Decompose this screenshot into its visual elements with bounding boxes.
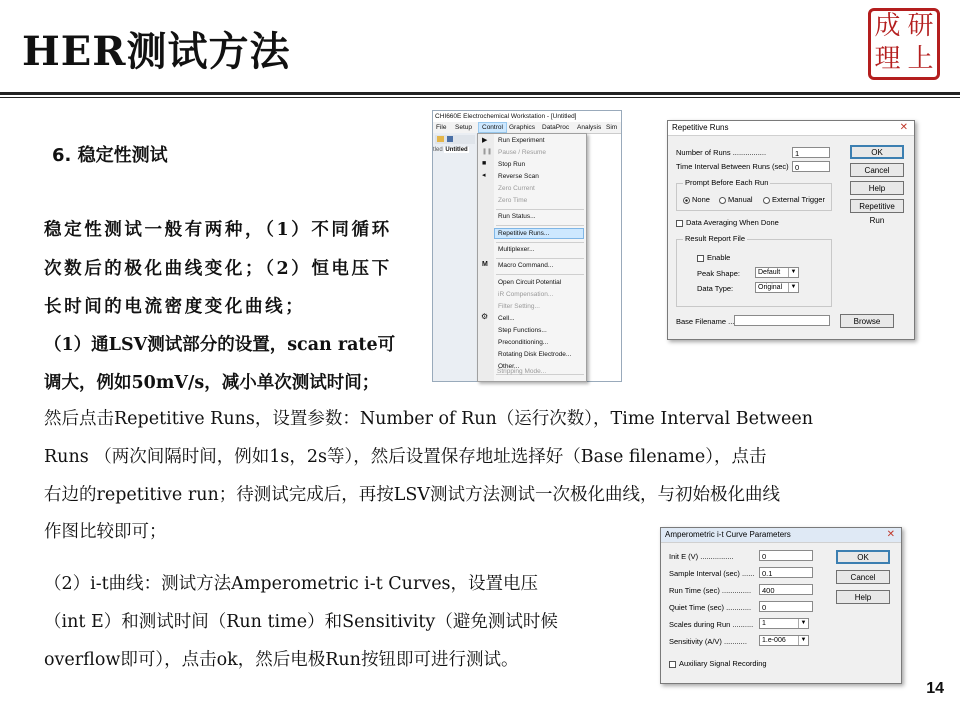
reverse-icon: ◂ — [482, 172, 486, 179]
macro-icon: M — [482, 261, 488, 268]
page-number: 14 — [926, 680, 944, 697]
cancel-button[interactable]: Cancel — [836, 570, 890, 584]
close-icon[interactable]: ✕ — [899, 122, 908, 133]
amperometric-dialog — [660, 527, 902, 684]
menu-item-run-status[interactable]: Run Status... — [498, 213, 536, 220]
seal-char: 理 — [874, 44, 901, 74]
menu-separator — [496, 258, 584, 259]
menu-file[interactable]: File — [436, 124, 447, 131]
tab-untitled-2[interactable]: Untitled — [445, 147, 468, 153]
repetitive-runs-dialog — [667, 120, 915, 340]
menu-item-rotating-disk-electrode[interactable]: Rotating Disk Electrode... — [498, 351, 572, 358]
init-e-field[interactable]: 0 — [759, 550, 813, 561]
data-type-dropdown[interactable]: Original ▼ — [755, 282, 799, 293]
cell-icon: ⚙ — [481, 312, 489, 321]
save-icon[interactable] — [447, 136, 453, 142]
dialog-titlebar — [661, 528, 901, 543]
ok-button[interactable]: OK — [850, 145, 904, 159]
quiet-time-label: Quiet Time (sec) ............ — [669, 603, 752, 612]
data-averaging-checkbox[interactable]: Data Averaging When Done — [676, 218, 779, 227]
header-rule-thin — [0, 97, 960, 98]
menu-item-multiplexer[interactable]: Multiplexer... — [498, 246, 535, 253]
menu-item-cell[interactable]: Cell... — [498, 315, 515, 322]
help-button[interactable]: Help — [836, 590, 890, 604]
menu-item-stop-run[interactable]: Stop Run — [498, 161, 526, 168]
paragraph-line: overflow即可），点击ok，然后电极Run按钮即可进行测试。 — [44, 650, 519, 670]
chi-toolbar-area — [433, 133, 477, 381]
chi-window-title: CHI660E Electrochemical Workstation - [Untitled] — [433, 111, 621, 122]
menu-item-ir-compensation[interactable]: iR Compensation... — [498, 291, 554, 298]
base-filename-field[interactable] — [734, 315, 830, 326]
seal-char: 研 — [907, 11, 934, 41]
menu-separator — [496, 225, 584, 226]
menu-analysis[interactable]: Analysis — [577, 124, 602, 131]
chevron-down-icon: ▼ — [788, 283, 798, 292]
dialog-title: Repetitive Runs — [672, 123, 729, 132]
dialog-titlebar — [668, 121, 914, 136]
pause-icon: ❚❚ — [482, 149, 493, 155]
menu-graphics[interactable]: Graphics — [509, 124, 536, 131]
menu-sim[interactable]: Sim — [606, 124, 618, 131]
menu-item-step-functions[interactable]: Step Functions... — [498, 327, 547, 334]
menu-item-zero-time[interactable]: Zero Time — [498, 197, 528, 204]
menu-item-filter-setting[interactable]: Filter Setting... — [498, 303, 540, 310]
chevron-down-icon: ▼ — [798, 619, 808, 628]
menu-separator — [496, 209, 584, 210]
menu-item-other[interactable]: Other... — [498, 363, 520, 370]
run-time-label: Run Time (sec) .............. — [669, 586, 752, 595]
paragraph-line: （2）i-t曲线：测试方法Amperometric i-t Curves，设置电压 — [44, 574, 539, 594]
chevron-down-icon: ▼ — [788, 268, 798, 277]
menu-dataproc[interactable]: DataProc — [542, 124, 570, 131]
stop-icon: ■ — [482, 160, 487, 167]
slide-title-cjk: 测试方法 — [126, 29, 291, 75]
number-of-runs-label: Number of Runs ................ — [676, 148, 767, 157]
ok-button[interactable]: OK — [836, 550, 890, 564]
tab-untitled-1[interactable]: tled — [433, 147, 443, 153]
checkbox-icon — [669, 661, 676, 668]
prompt-group — [676, 178, 832, 211]
paragraph-line: 作图比较即可； — [44, 522, 167, 542]
chi-tabs — [433, 147, 469, 153]
radio-none[interactable]: None — [683, 195, 710, 204]
slide-title-latin: HER — [22, 28, 127, 75]
menu-item-repetitive-runs[interactable]: Repetitive Runs... — [498, 230, 550, 237]
paragraph-line: Runs （两次间隔时间，例如1s，2s等），然后设置保存地址选择好（Base filename），点击 — [44, 447, 767, 467]
radio-external-trigger[interactable]: External Trigger — [763, 195, 825, 204]
paragraph-line: 长时间的电流密度变化曲线； — [44, 297, 306, 317]
interval-field[interactable]: 0 — [792, 161, 830, 172]
sensitivity-label: Sensitivity (A/V) ........... — [669, 637, 747, 646]
dialog-title: Amperometric i-t Curve Parameters — [665, 530, 791, 539]
result-report-caption: Result Report File — [685, 234, 746, 243]
peak-shape-label: Peak Shape: — [697, 269, 740, 278]
paragraph-line: 稳定性测试一般有两种，（1）不同循环 — [44, 220, 392, 240]
menu-item-preconditioning[interactable]: Preconditioning... — [498, 339, 549, 346]
base-filename-label: Base Filename ... — [676, 317, 735, 326]
menu-item-zero-current[interactable]: Zero Current — [498, 185, 535, 192]
sample-interval-field[interactable]: 0.1 — [759, 567, 813, 578]
menu-control[interactable]: Control — [478, 122, 507, 133]
seal-char: 成 — [874, 11, 901, 41]
paragraph-line: 右边的repetitive run；待测试完成后，再按LSV测试方法测试一次极化曲线，与初始极化曲线 — [44, 485, 780, 505]
enable-checkbox[interactable]: Enable — [697, 253, 730, 262]
radio-manual[interactable]: Manual — [719, 195, 753, 204]
paragraph-line: （1）通LSV测试部分的设置，scan rate可 — [44, 335, 396, 355]
play-icon: ▶ — [482, 137, 488, 144]
result-report-group — [676, 234, 832, 307]
checkbox-icon — [676, 220, 683, 227]
scales-label: Scales during Run .......... — [669, 620, 754, 629]
close-icon[interactable]: ✕ — [886, 529, 895, 540]
paragraph-line: （int E）和测试时间（Run time）和Sensitivity（避免测试时候 — [44, 612, 558, 632]
aux-signal-checkbox[interactable]: Auxiliary Signal Recording — [669, 659, 767, 668]
init-e-label: Init E (V) ................ — [669, 552, 734, 561]
chevron-down-icon: ▼ — [798, 636, 808, 645]
menu-item-stripping-mode[interactable]: Stripping Mode... — [497, 368, 547, 375]
run-time-field[interactable]: 400 — [759, 584, 813, 595]
prompt-group-caption: Prompt Before Each Run — [685, 178, 769, 187]
menu-item-pause-resume[interactable]: Pause / Resume — [498, 149, 547, 156]
data-type-label: Data Type: — [697, 284, 734, 293]
menu-item-run-experiment[interactable]: Run Experiment — [498, 137, 545, 144]
quiet-time-field[interactable]: 0 — [759, 601, 813, 612]
paragraph-line: 次数后的极化曲线变化；（2）恒电压下 — [44, 259, 392, 279]
sensitivity-dropdown[interactable]: 1.e-006 ▼ — [759, 635, 809, 646]
section-heading: 6. 稳定性测试 — [52, 145, 168, 166]
control-menu — [477, 133, 587, 382]
scales-dropdown[interactable]: 1 ▼ — [759, 618, 809, 629]
radio-on-icon — [683, 197, 690, 204]
checkbox-icon — [697, 255, 704, 262]
radio-off-icon — [719, 197, 726, 204]
seal-char: 上 — [907, 44, 934, 74]
chi-window — [432, 110, 622, 382]
menu-item-macro-command[interactable]: Macro Command... — [498, 262, 554, 269]
paragraph-line: 然后点击Repetitive Runs，设置参数：Number of Run（运行次数），Time Interval Between — [44, 409, 813, 429]
repetitive-run-button[interactable]: Repetitive Run — [850, 199, 904, 213]
radio-off-icon — [763, 197, 770, 204]
seal-logo — [868, 8, 940, 80]
menu-separator — [496, 274, 584, 275]
menu-gutter — [478, 134, 494, 381]
header-rule — [0, 92, 960, 95]
chi-toolbar — [435, 135, 475, 144]
menu-item-reverse-scan[interactable]: Reverse Scan — [498, 173, 539, 180]
interval-label: Time Interval Between Runs (sec) — [676, 162, 789, 171]
cancel-button[interactable]: Cancel — [850, 163, 904, 177]
paragraph-line: 调大，例如50mV/s，减小单次测试时间； — [44, 373, 380, 393]
number-of-runs-field[interactable]: 1 — [792, 147, 830, 158]
help-button[interactable]: Help — [850, 181, 904, 195]
slide-title — [22, 20, 291, 77]
peak-shape-dropdown[interactable]: Default ▼ — [755, 267, 799, 278]
sample-interval-label: Sample Interval (sec) ...... — [669, 569, 755, 578]
open-icon[interactable] — [437, 136, 444, 142]
browse-button[interactable]: Browse — [840, 314, 894, 328]
menu-setup[interactable]: Setup — [455, 124, 472, 131]
menu-item-open-circuit-potential[interactable]: Open Circuit Potential — [498, 279, 562, 286]
menu-separator — [496, 242, 584, 243]
